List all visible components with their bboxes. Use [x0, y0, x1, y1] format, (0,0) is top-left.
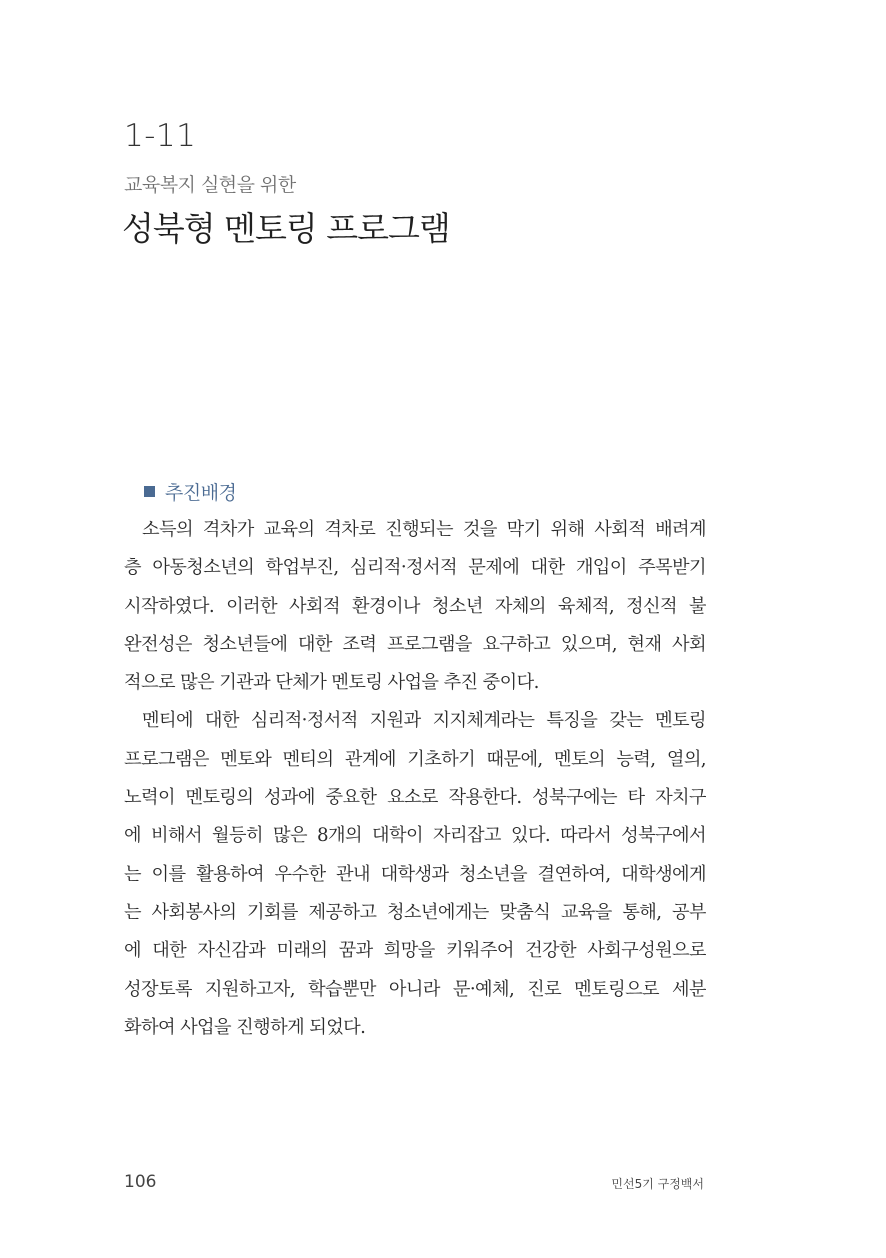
paragraph-1-line-1: 소득의 격차가 교육의 격차로 진행되는 것을 막기 위해 사회적 배려계 — [142, 519, 706, 540]
page-subtitle: 교육복지 실현을 위한 — [124, 174, 296, 196]
paragraph-1-line-2: 층 아동청소년의 학업부진, 심리적·정서적 문제에 대한 개입이 주목받기 — [124, 557, 706, 579]
section-heading-label: 추진배경 — [165, 482, 237, 504]
paragraph-2-line-7: 에 대한 자신감과 미래의 꿈과 희망을 키워주어 건강한 사회구성원으로 — [124, 940, 706, 962]
paragraph-2-line-1: 멘티에 대한 심리적·정서적 지원과 지지체계라는 특징을 갖는 멘토링 — [142, 710, 706, 732]
paragraph-1-line-3: 시작하였다. 이러한 사회적 환경이나 청소년 자체의 육체적, 정신적 불 — [124, 595, 706, 617]
paragraph-1-line-4: 완전성은 청소년들에 대한 조력 프로그램을 요구하고 있으며, 현재 사회 — [124, 633, 706, 655]
section-heading — [144, 478, 236, 505]
page-title: 성북형 멘토링 프로그램 — [122, 209, 450, 248]
paragraph-2-line-8: 성장토록 지원하고자, 학습뿐만 아니라 문·예체, 진로 멘토링으로 세분 — [124, 978, 706, 1000]
paragraph-1-line-5: 적으로 많은 기관과 단체가 멘토링 사업을 추진 중이다. — [124, 672, 539, 694]
paragraph-2-line-6: 는 사회봉사의 기회를 제공하고 청소년에게는 맞춤식 교육을 통해, 공부 — [124, 901, 706, 923]
section-number: 1-11 — [124, 118, 197, 154]
footer-book-title: 민선5기 구정백서 — [611, 1177, 704, 1191]
paragraph-2-line-3: 노력이 멘토링의 성과에 중요한 요소로 작용한다. 성북구에는 타 자치구 — [124, 787, 706, 809]
paragraph-2-line-5: 는 이를 활용하여 우수한 관내 대학생과 청소년을 결연하여, 대학생에게 — [124, 863, 706, 885]
paragraph-2-line-4: 에 비해서 월등히 많은 8개의 대학이 자리잡고 있다. 따라서 성북구에서 — [124, 825, 706, 847]
paragraph-2-line-2: 프로그램은 멘토와 멘티의 관계에 기초하기 때문에, 멘토의 능력, 열의, — [124, 748, 706, 770]
paragraph-2-line-9: 화하여 사업을 진행하게 되었다. — [124, 1016, 366, 1038]
body-text — [124, 511, 706, 1047]
square-bullet-icon — [144, 486, 155, 497]
page-number: 106 — [124, 1172, 157, 1192]
